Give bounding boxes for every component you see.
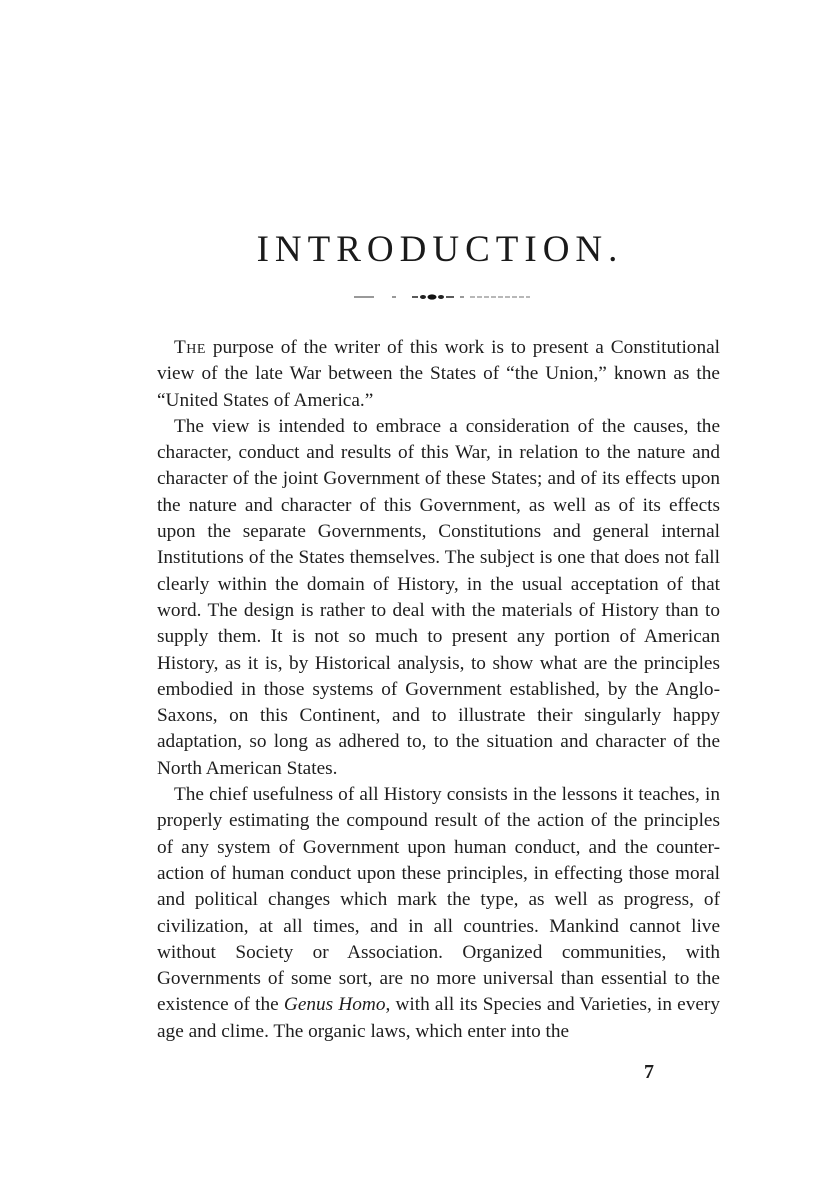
page-number: 7: [644, 1061, 654, 1083]
paragraph-lead: The: [174, 337, 206, 358]
body-text: [157, 335, 720, 1045]
paragraph-2: The view is intended to embrace a consideration of the causes, the character, conduct and results of this War, in relation to the nature and character of the joint Government of these States; and of its effects upon the nature and character of this Government, as well as of its effects upon the separate Governments, Constitutions and general internal Institutions of the States themselves. The subject is one that does not fall clearly within the domain of History, in the usual acceptation of that word. The design is rather to deal with the materials of History than to supply them. It is not so much to present any portion of American History, as it is, by Historical analysis, to show what are the principles embodied in those systems of Government established, by the Anglo-Saxons, on this Continent, and to illustrate their singularly happy adaptation, so long as adhered to, to the situation and character of the North American States.: [157, 415, 720, 779]
paragraph-1: [157, 335, 720, 414]
paragraph-text: , with all its Species and Varieties, in every age and clime. The organic laws, which enter into the: [157, 994, 720, 1042]
ornamental-rule-icon: [352, 292, 532, 302]
paragraph-text: purpose of the writer of this work is to present a Constitutional view of the late War between the States of “the Union,” known as the “United States of America.”: [157, 337, 720, 411]
italic-term: Genus Homo: [283, 994, 386, 1016]
paragraph-text: The chief usefulness of all History consists in the lessons it teaches, in properly estimating the compound result of the action of the principles of any system of Government upon human conduct, and the counter-action of human conduct upon these principles, in effecting those moral and political changes which mark the type, as well as progress, of civilization, at all times, and in all countries. Mankind cannot live without Society or Association. Organized communities, with Governments of some sort, are no more universal than essential to the existence of the: [157, 784, 720, 1016]
chapter-title: INTRODUCTION.: [256, 229, 624, 270]
paragraph-3: [157, 782, 720, 1045]
